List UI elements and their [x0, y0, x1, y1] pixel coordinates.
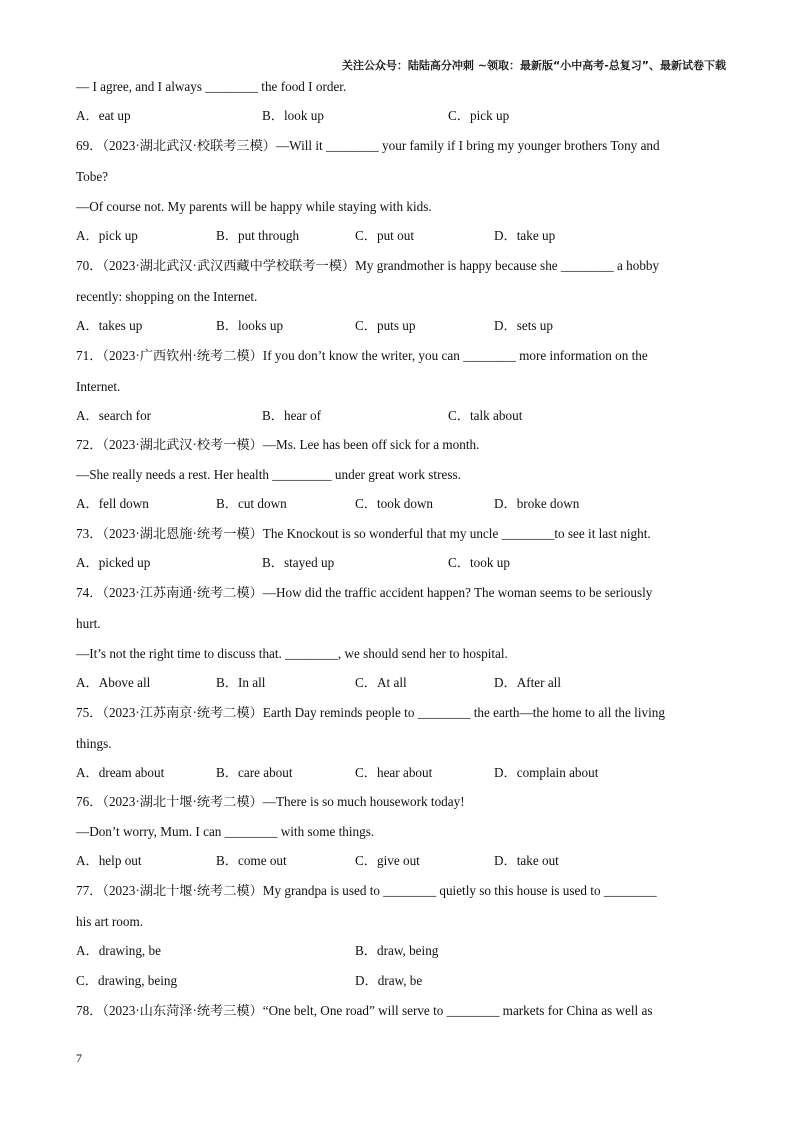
question-text-line: 77．（2023·湖北十堰·统考二模）My grandpa is used to ________ quietly so this house is used to ________ [76, 883, 657, 898]
answer-option: B．In all [216, 675, 266, 690]
answer-option: B．care about [216, 765, 293, 780]
question-text-line: 69．（2023·湖北武汉·校联考三模）—Will it ________ your family if I bring my younger brothers Tony and [76, 138, 660, 153]
question-text-line: 70．（2023·湖北武汉·武汉西藏中学校联考一模）My grandmother is happy because she ________ a hobby [76, 258, 660, 273]
answer-option: B．come out [216, 853, 287, 868]
question-text-line: 76．（2023·湖北十堰·统考二模）—There is so much housework today! [76, 794, 465, 809]
question-text-line: 78．（2023·山东菏泽·统考三模）“One belt, One road” will serve to ________ markets for China as well as [76, 1003, 653, 1018]
answer-option: C．took up [448, 555, 510, 570]
answer-option: D．draw, be [355, 973, 423, 988]
answer-option: A．takes up [76, 318, 143, 333]
answer-option: A．eat up [76, 108, 131, 123]
question-text-line: things. [76, 736, 112, 751]
answer-option: A．search for [76, 408, 152, 423]
answer-option: D．broke down [494, 496, 580, 511]
answer-option: C．talk about [448, 408, 523, 423]
question-text-line: hurt. [76, 616, 101, 631]
answer-option: C．put out [355, 228, 414, 243]
answer-option: B．looks up [216, 318, 284, 333]
question-text-line: recently: shopping on the Internet. [76, 289, 258, 304]
answer-option: B．put through [216, 228, 300, 243]
question-text-line: 72．（2023·湖北武汉·校考一模）—Ms. Lee has been off sick for a month. [76, 437, 480, 452]
answer-option: C．pick up [448, 108, 510, 123]
answer-option: C．puts up [355, 318, 416, 333]
answer-option: B．look up [262, 108, 324, 123]
page-number: 7 [76, 1051, 82, 1065]
answer-option: B．hear of [262, 408, 321, 423]
answer-option: C．hear about [355, 765, 433, 780]
question-text-line: 71．（2023·广西钦州·统考二模）If you don’t know the writer, you can ________ more information on the [76, 348, 648, 363]
question-text-line: —It’s not the right time to discuss that. ________, we should send her to hospital. [76, 646, 508, 661]
question-text-line: 74．（2023·江苏南通·统考二模）—How did the traffic accident happen? The woman seems to be seriously [76, 585, 653, 600]
answer-option: D．After all [494, 675, 562, 690]
answer-option: A．dream about [76, 765, 165, 780]
question-text-line: —Of course not. My parents will be happy while staying with kids. [76, 199, 432, 214]
page-header: 关注公众号：陆陆高分冲刺 ~领取：最新版“小中高考-总复习”、最新试卷下载 [341, 59, 726, 72]
answer-option: B．cut down [216, 496, 287, 511]
answer-option: A．help out [76, 853, 142, 868]
answer-option: C．drawing, being [76, 973, 178, 988]
question-text-line: his art room. [76, 914, 144, 929]
answer-option: D．take out [494, 853, 559, 868]
answer-option: D．take up [494, 228, 556, 243]
question-text-line: — I agree, and I always ________ the food I order. [76, 79, 347, 94]
answer-option: A．pick up [76, 228, 138, 243]
answer-option: A．picked up [76, 555, 151, 570]
answer-option: A．Above all [76, 675, 151, 690]
answer-option: C．took down [355, 496, 434, 511]
question-text-line: Tobe? [76, 169, 109, 184]
answer-option: D．complain about [494, 765, 599, 780]
question-text-line: 75．（2023·江苏南京·统考二模）Earth Day reminds people to ________ the earth—the home to all the living [76, 705, 665, 720]
question-text-line: —Don’t worry, Mum. I can ________ with some things. [76, 824, 375, 839]
answer-option: A．drawing, be [76, 943, 161, 958]
answer-option: B．draw, being [355, 943, 439, 958]
question-text-line: Internet. [76, 379, 121, 394]
answer-option: C．give out [355, 853, 420, 868]
answer-option: B．stayed up [262, 555, 335, 570]
answer-option: A．fell down [76, 496, 149, 511]
answer-option: C．At all [355, 675, 407, 690]
question-text-line: —She really needs a rest. Her health _________ under great work stress. [76, 467, 461, 482]
question-text-line: 73．（2023·湖北恩施·统考一模）The Knockout is so wonderful that my uncle ________to see it last night. [76, 526, 651, 541]
answer-option: D．sets up [494, 318, 553, 333]
